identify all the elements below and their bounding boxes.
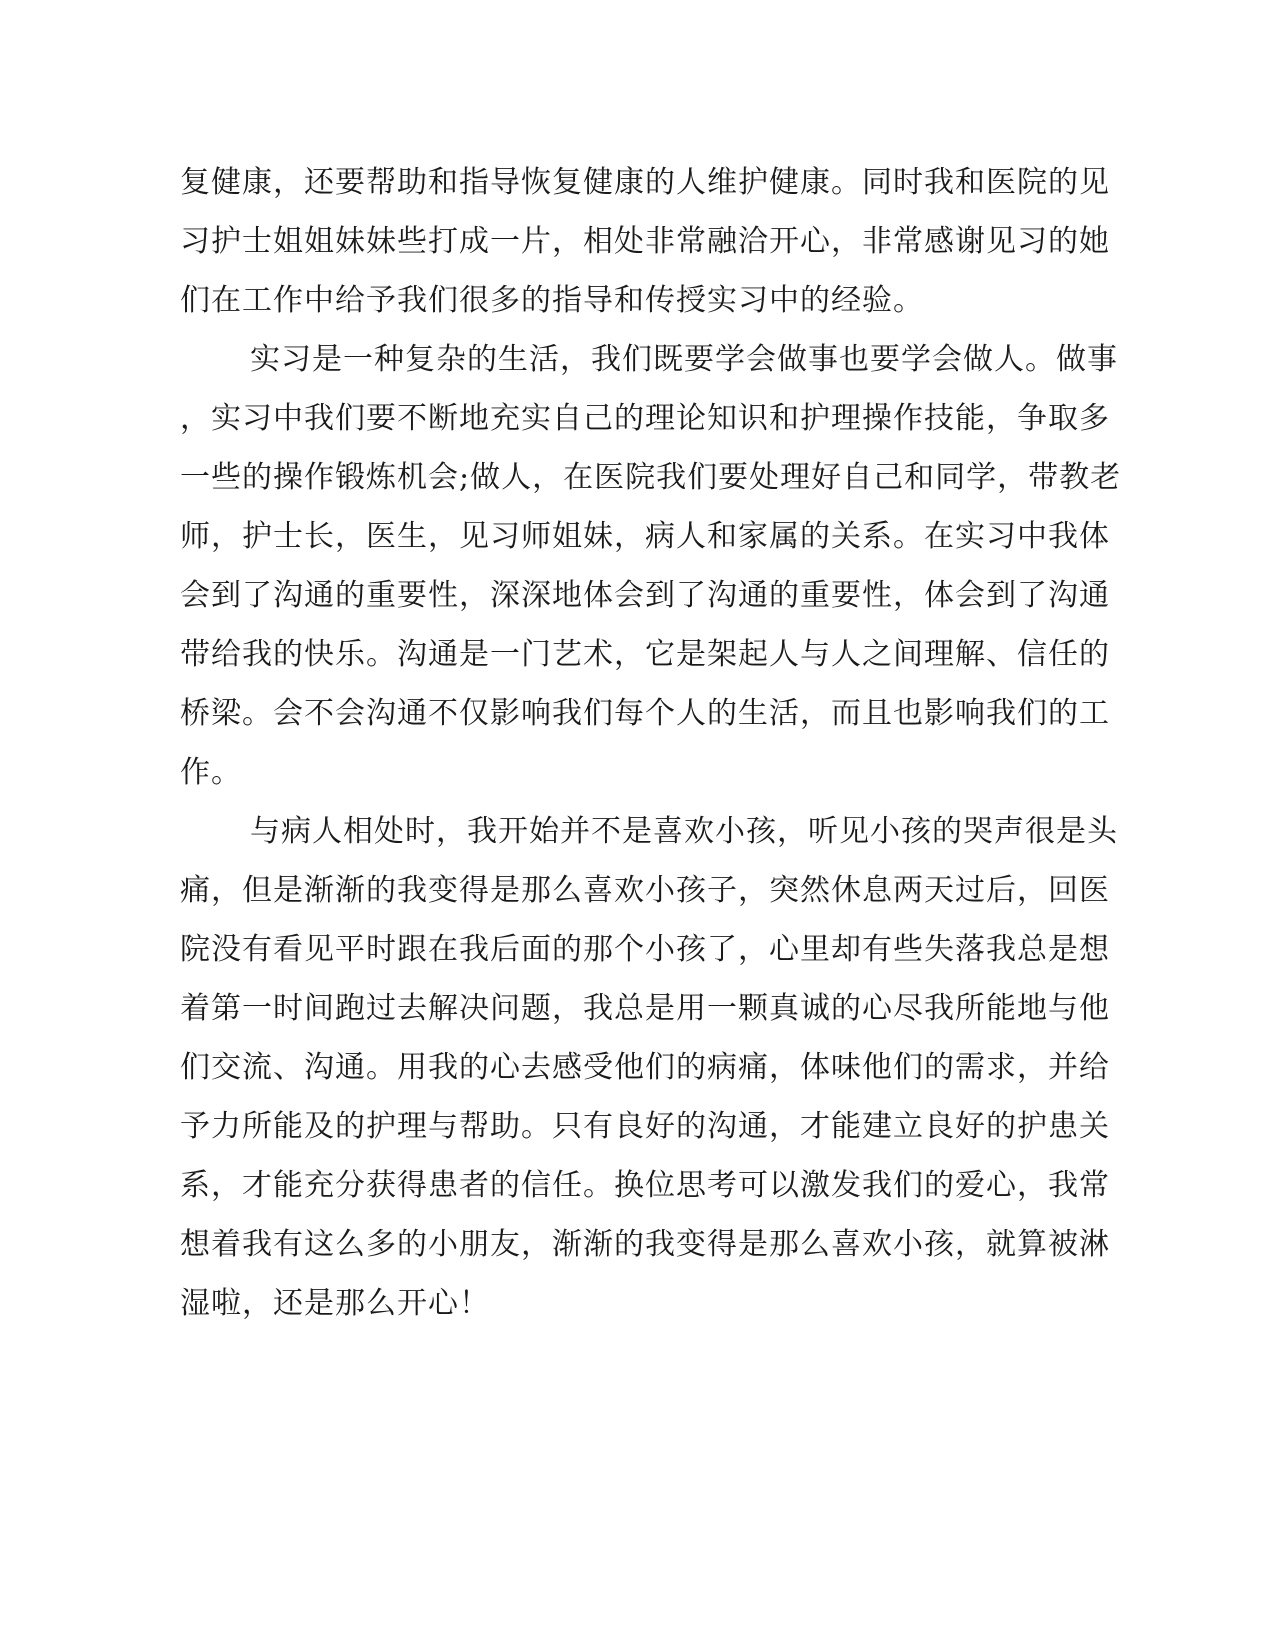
text-line: 们在工作中给予我们很多的指导和传授实习中的经验。	[180, 283, 924, 318]
text-line: 痛，但是渐渐的我变得是那么喜欢小孩子，突然休息两天过后，回医	[180, 873, 1110, 908]
text-line: 湿啦，还是那么开心！	[180, 1286, 490, 1321]
text-line: 们交流、沟通。用我的心去感受他们的病痛，体味他们的需求，并给	[180, 1050, 1110, 1085]
paragraph-first-line: 与病人相处时，我开始并不是喜欢小孩，听见小孩的哭声很是头	[250, 814, 1118, 849]
text-line: 一些的操作锻炼机会;做人，在医院我们要处理好自己和同学，带教老	[180, 460, 1122, 495]
text-line: 带给我的快乐。沟通是一门艺术，它是架起人与人之间理解、信任的	[180, 637, 1110, 672]
text-line: 作。	[180, 755, 242, 790]
paragraph-first-line: 实习是一种复杂的生活，我们既要学会做事也要学会做人。做事	[250, 342, 1118, 377]
text-line: 着第一时间跑过去解决问题，我总是用一颗真诚的心尽我所能地与他	[180, 991, 1110, 1026]
text-line: 系，才能充分获得患者的信任。换位思考可以激发我们的爱心，我常	[180, 1168, 1110, 1203]
text-line: 习护士姐姐妹妹些打成一片，相处非常融洽开心，非常感谢见习的她	[180, 224, 1110, 259]
text-line: 院没有看见平时跟在我后面的那个小孩了，心里却有些失落我总是想	[180, 932, 1110, 967]
text-line: 予力所能及的护理与帮助。只有良好的沟通，才能建立良好的护患关	[180, 1109, 1110, 1144]
text-line: 桥梁。会不会沟通不仅影响我们每个人的生活，而且也影响我们的工	[180, 696, 1110, 731]
text-line: 想着我有这么多的小朋友，渐渐的我变得是那么喜欢小孩，就算被淋	[180, 1227, 1110, 1262]
text-line: ，实习中我们要不断地充实自己的理论知识和护理操作技能，争取多	[180, 401, 1110, 436]
text-line: 复健康，还要帮助和指导恢复健康的人维护健康。同时我和医院的见	[180, 165, 1110, 200]
text-line: 师，护士长，医生，见习师姐妹，病人和家属的关系。在实习中我体	[180, 519, 1110, 554]
text-line: 会到了沟通的重要性，深深地体会到了沟通的重要性，体会到了沟通	[180, 578, 1110, 613]
